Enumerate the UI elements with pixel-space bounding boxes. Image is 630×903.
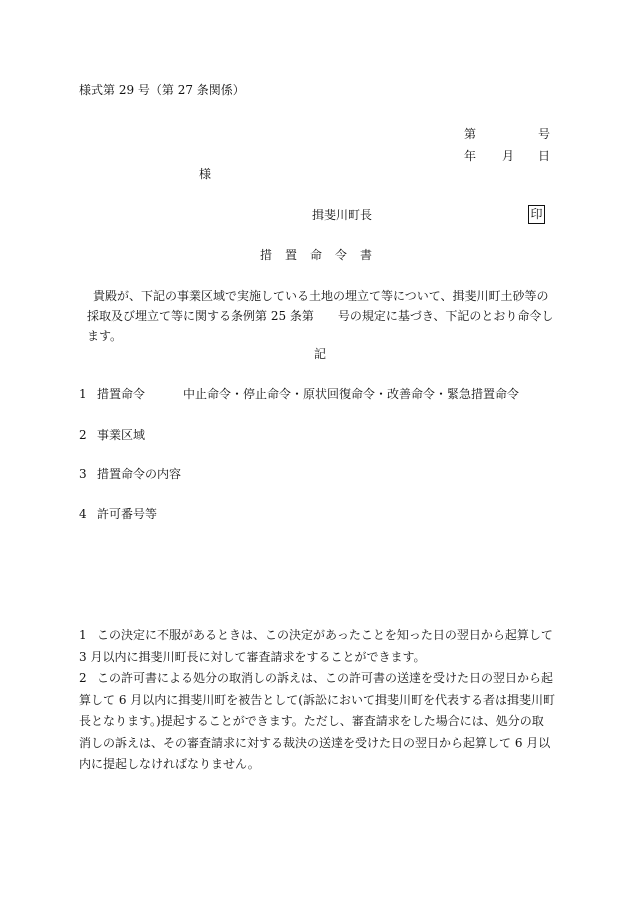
document-body: 貴殿が、下記の事業区域で実施している土地の埋立て等について、揖斐川町土砂等の採取及び埋立て等に関する条例第 25 条第 号の規定に基づき、下記のとおり命令します。 xyxy=(87,289,554,343)
addressee-honorific: 様 xyxy=(199,167,212,181)
measure-order-options: 中止命令・停止命令・原状回復命令・改善命令・緊急措置命令 xyxy=(183,387,520,401)
issue-date-line xyxy=(464,149,551,163)
issue-number-line xyxy=(464,127,551,141)
item-number: 2 xyxy=(79,428,87,442)
note-lawsuit xyxy=(79,668,555,776)
item-order-content xyxy=(79,468,181,480)
item-number: 3 xyxy=(79,467,87,481)
issue-number-prefix: 第 xyxy=(464,127,477,141)
ki-heading: 記 xyxy=(314,347,327,361)
item-number: 4 xyxy=(79,507,87,521)
item-label: 事業区域 xyxy=(97,428,146,442)
issue-date-day: 日 xyxy=(538,149,551,163)
seal-box: 印 xyxy=(528,205,545,224)
form-number: 様式第 29 号（第 27 条関係） xyxy=(79,83,245,97)
issue-number-suffix: 号 xyxy=(538,127,551,141)
item-number: 1 xyxy=(79,387,87,401)
document-title: 措置命令書 xyxy=(260,248,386,262)
item-label: 措置命令 xyxy=(97,387,146,401)
note-number: 2 xyxy=(79,671,87,685)
item-business-area xyxy=(79,429,145,441)
issue-date-year: 年 xyxy=(464,149,477,163)
note-number: 1 xyxy=(79,628,87,642)
issuer-name: 揖斐川町長 xyxy=(312,208,373,222)
note-text: この許可書による処分の取消しの訴えは、この許可書の送達を受けた日の翌日から起算して 6 月以内に揖斐川町を被告として(訴訟において揖斐川町を代表する者は揖斐川町長となります。)提起することができます。ただし、審査請求をした場合には、処分の取消しの訴えは、その審査請求に対する裁決の送達を受けた日の翌日から起算して 6 月以内に提起しなければなりません。 xyxy=(79,671,555,771)
item-measure-order xyxy=(79,387,520,401)
note-text: この決定に不服があるときは、この決定があったことを知った日の翌日から起算して 3 月以内に揖斐川町長に対して審査請求をすることができます。 xyxy=(79,628,553,664)
item-label: 措置命令の内容 xyxy=(97,467,182,481)
notes-section xyxy=(79,625,555,776)
item-permit-number xyxy=(79,508,157,520)
issue-date-month: 月 xyxy=(502,149,515,163)
note-appeal xyxy=(79,625,555,668)
item-label: 許可番号等 xyxy=(97,507,158,521)
